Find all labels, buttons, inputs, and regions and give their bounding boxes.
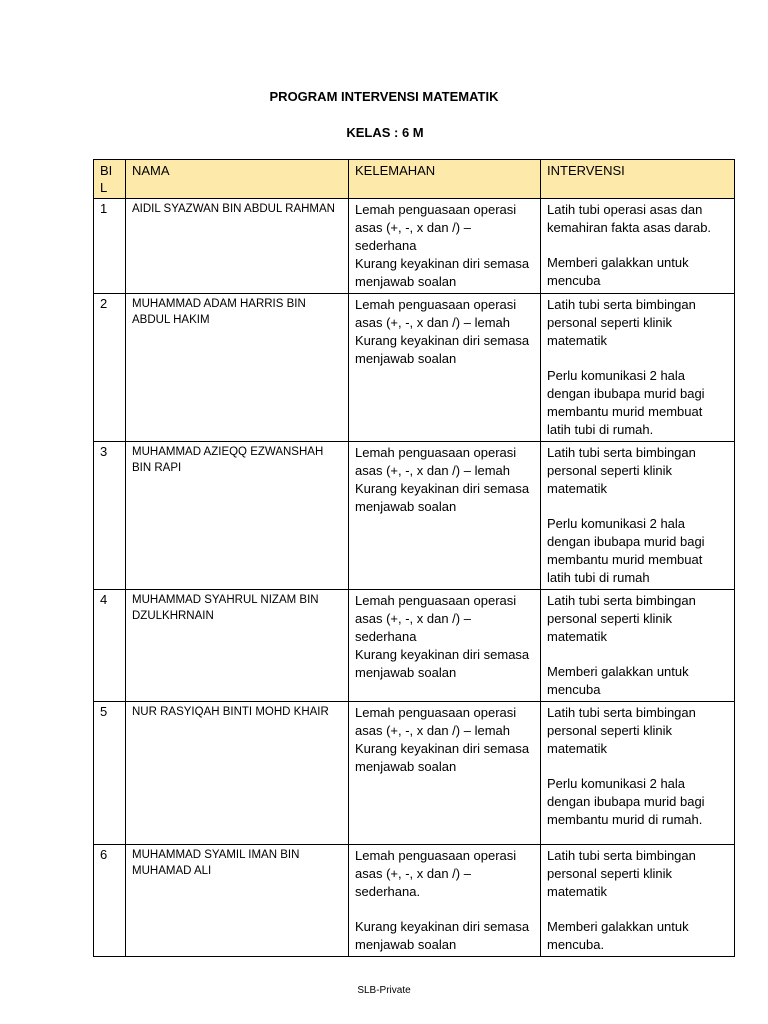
table-row [94, 702, 735, 845]
document-title: PROGRAM INTERVENSI MATEMATIK [269, 89, 499, 104]
header-nama: NAMA [126, 160, 349, 199]
intervensi-latih-tubi: Latih tubi serta bimbingan personal seperti klinik matematik [547, 705, 696, 756]
row-nama: MUHAMMAD ADAM HARRIS BIN ABDUL HAKIM [126, 294, 349, 442]
kelemahan-keyakinan: Kurang keyakinan diri semasa menjawab soalan [355, 256, 530, 289]
row-nama: AIDIL SYAZWAN BIN ABDUL RAHMAN [126, 199, 349, 294]
row-kelemahan [349, 199, 541, 294]
intervensi-latih-tubi: Latih tubi serta bimbingan personal seperti klinik matematik [547, 593, 696, 644]
row-intervensi [541, 199, 735, 294]
kelemahan-operasi: Lemah penguasaan operasi asas (+, -, x dan /) – lemah [355, 705, 517, 738]
row-bil: 5 [94, 702, 126, 845]
kelemahan-keyakinan: Kurang keyakinan diri semasa menjawab soalan [355, 647, 530, 680]
intervensi-latih-tubi: Latih tubi serta bimbingan personal seperti klinik matematik [547, 848, 696, 899]
footer-label: SLB-Private [357, 985, 411, 996]
kelemahan-operasi: Lemah penguasaan operasi asas (+, -, x dan /) – lemah [355, 445, 517, 478]
kelemahan-operasi: Lemah penguasaan operasi asas (+, -, x dan /) – lemah [355, 297, 517, 330]
intervensi-tindakan: Perlu komunikasi 2 hala dengan ibubapa murid bagi membantu murid di rumah. [547, 776, 705, 827]
class-label: KELAS : 6 M [346, 125, 424, 140]
row-intervensi [541, 702, 735, 845]
header-bil-line-1: BI [100, 163, 113, 178]
row-kelemahan [349, 702, 541, 845]
row-nama: MUHAMMAD SYAHRUL NIZAM BIN DZULKHRNAIN [126, 590, 349, 702]
kelemahan-operasi: Lemah penguasaan operasi asas (+, -, x dan /) – sederhana. [355, 848, 517, 899]
row-nama: MUHAMMAD AZIEQQ EZWANSHAH BIN RAPI [126, 442, 349, 590]
row-nama: NUR RASYIQAH BINTI MOHD KHAIR [126, 702, 349, 845]
intervensi-tindakan: Perlu komunikasi 2 hala dengan ibubapa murid bagi membantu murid membuat latih tubi di rumah. [547, 368, 705, 437]
intervensi-tindakan: Perlu komunikasi 2 hala dengan ibubapa murid bagi membantu murid membuat latih tubi di rumah [547, 516, 705, 585]
header-kelemahan: KELEMAHAN [349, 160, 541, 199]
kelemahan-operasi: Lemah penguasaan operasi asas (+, -, x dan /) – sederhana [355, 202, 517, 253]
kelemahan-keyakinan: Kurang keyakinan diri semasa menjawab soalan [355, 333, 530, 366]
row-bil: 3 [94, 442, 126, 590]
intervention-table [93, 159, 735, 957]
intervensi-tindakan: Memberi galakkan untuk mencuba [547, 255, 689, 288]
intervensi-latih-tubi: Latih tubi operasi asas dan kemahiran fakta asas darab. [547, 202, 712, 235]
header-bil [94, 160, 126, 199]
row-intervensi [541, 294, 735, 442]
row-kelemahan [349, 590, 541, 702]
row-nama: MUHAMMAD SYAMIL IMAN BIN MUHAMAD ALI [126, 845, 349, 957]
kelemahan-keyakinan: Kurang keyakinan diri semasa menjawab soalan [355, 741, 530, 774]
row-bil: 1 [94, 199, 126, 294]
kelemahan-operasi: Lemah penguasaan operasi asas (+, -, x dan /) – sederhana [355, 593, 517, 644]
table-header-row [94, 160, 735, 199]
intervensi-tindakan: Memberi galakkan untuk mencuba. [547, 919, 689, 952]
table-row [94, 442, 735, 590]
kelemahan-keyakinan: Kurang keyakinan diri semasa menjawab soalan [355, 481, 530, 514]
row-kelemahan [349, 294, 541, 442]
table-row [94, 294, 735, 442]
row-bil: 4 [94, 590, 126, 702]
intervensi-latih-tubi: Latih tubi serta bimbingan personal seperti klinik matematik [547, 445, 696, 496]
table-row [94, 845, 735, 957]
kelemahan-keyakinan: Kurang keyakinan diri semasa menjawab soalan [355, 919, 530, 952]
row-bil: 6 [94, 845, 126, 957]
row-kelemahan [349, 442, 541, 590]
row-intervensi [541, 845, 735, 957]
table-row [94, 590, 735, 702]
row-intervensi [541, 442, 735, 590]
row-kelemahan [349, 845, 541, 957]
header-intervensi: INTERVENSI [541, 160, 735, 199]
table-row [94, 199, 735, 294]
row-bil: 2 [94, 294, 126, 442]
row-intervensi [541, 590, 735, 702]
intervensi-tindakan: Memberi galakkan untuk mencuba [547, 664, 689, 697]
intervensi-latih-tubi: Latih tubi serta bimbingan personal seperti klinik matematik [547, 297, 696, 348]
header-bil-line-2: L [100, 180, 108, 195]
